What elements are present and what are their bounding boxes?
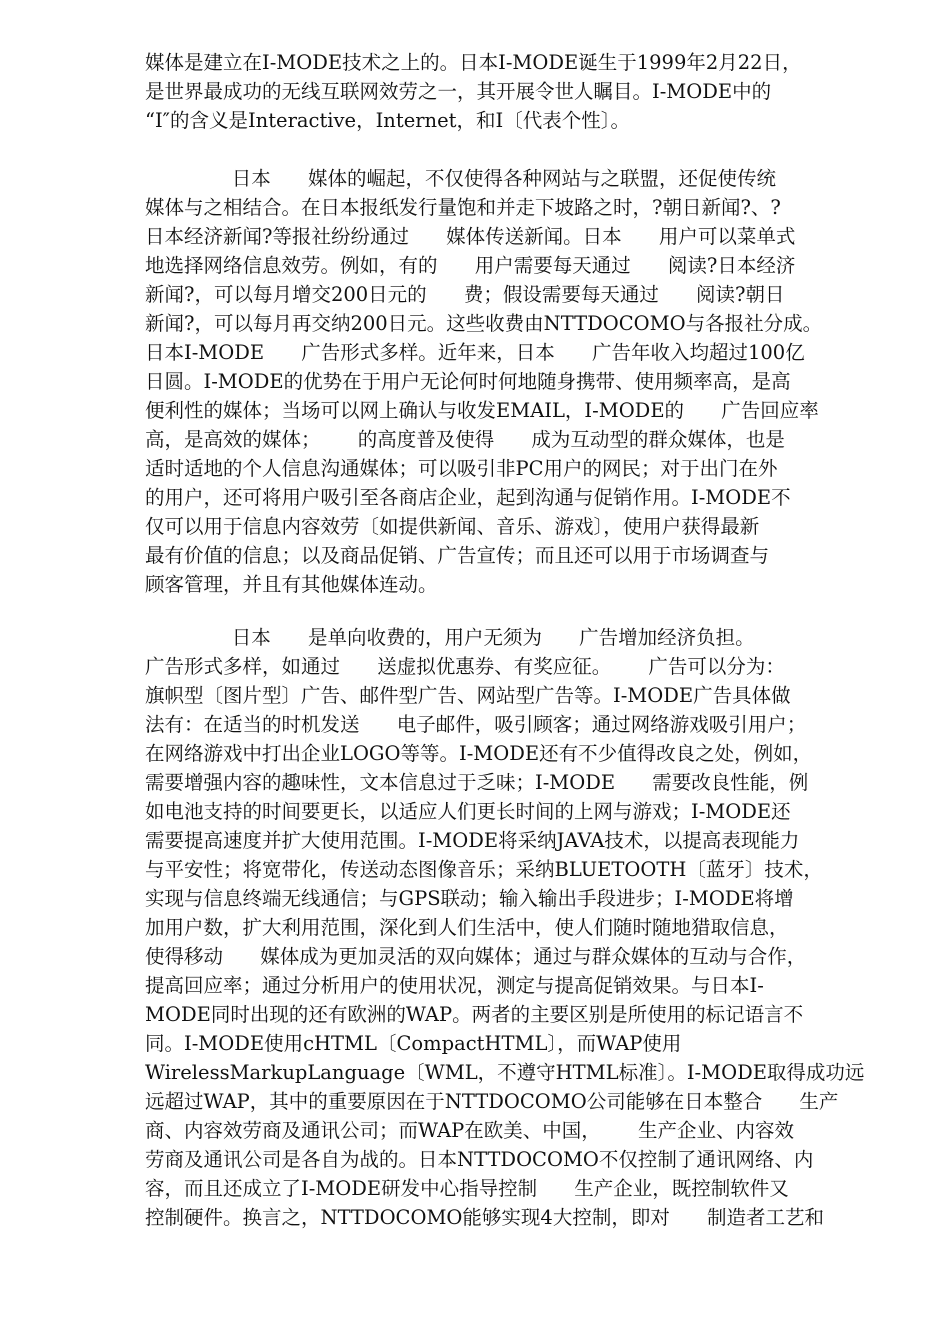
paragraph-2: [145, 164, 885, 599]
paragraph-line: 日本 媒体的崛起，不仅使得各种网站与之联盟，还促使传统: [145, 167, 776, 190]
paragraph-line: 使得移动 媒体成为更加灵活的双向媒体；通过与群众媒体的互动与合作，: [145, 945, 807, 968]
paragraph-line: 广告形式多样，如通过 送虚拟优惠券、有奖应征。 广告可以分为：: [145, 655, 785, 678]
paragraph-line: 便利性的媒体；当场可以网上确认与收发EMAIL，I-MODE的 广告回应率: [145, 399, 819, 422]
paragraph-line: 在网络游戏中打出企业LOGO等等。I-MODE还有不少值得改良之处，例如，: [145, 742, 813, 765]
paragraph-line: 法有：在适当的时机发送 电子邮件，吸引顾客；通过网络游戏吸引用户；: [145, 713, 807, 736]
paragraph-line: 新闻?，可以每月再交纳200日元。这些收费由NTTDOCOMO与各报社分成。: [145, 312, 823, 335]
paragraph-line: 顾客管理，并且有其他媒体连动。: [145, 573, 438, 596]
paragraph-line: 与平安性；将宽带化，传送动态图像音乐；采纳BLUETOOTH〔蓝牙〕技术，: [145, 858, 823, 881]
paragraph-line: MODE同时出现的还有欧洲的WAP。两者的主要区别是所使用的标记语言不: [145, 1003, 804, 1026]
paragraph-line: 需要提高速度并扩大使用范围。I-MODE将采纳JAVA技术，以提高表现能力: [145, 829, 800, 852]
paragraph-line: 日本经济新闻?等报社纷纷通过 媒体传送新闻。日本 用户可以菜单式: [145, 225, 796, 248]
paragraph-line: 劳商及通讯公司是各自为战的。日本NTTDOCOMO不仅控制了通讯网络、内: [145, 1148, 814, 1171]
paragraph-line: 的用户，还可将用户吸引至各商店企业，起到沟通与促销作用。I-MODE不: [145, 486, 791, 509]
paragraph-line: 新闻?，可以每月增交200日元的 费；假设需要每天通过 阅读?朝日: [145, 283, 785, 306]
paragraph-line: 商、内容效劳商及通讯公司；而WAP在欧美、中国， 生产企业、内容效: [145, 1119, 794, 1142]
paragraph-line: 提高回应率；通过分析用户的使用状况，测定与提高促销效果。与日本I-: [145, 974, 764, 997]
paragraph-line: 实现与信息终端无线通信；与GPS联动；输入输出手段进步；I-MODE将增: [145, 887, 794, 910]
paragraph-line: “I″的含义是Interactive，Internet，和I〔代表个性〕。: [145, 109, 630, 132]
paragraph-line: 如电池支持的时间要更长，以适应人们更长时间的上网与游戏；I-MODE还: [145, 800, 791, 823]
paragraph-line: 媒体与之相结合。在日本报纸发行量饱和并走下坡路之时，?朝日新闻?、?: [145, 196, 781, 219]
paragraph-line: 高，是高效的媒体； 的高度普及使得 成为互动型的群众媒体，也是: [145, 428, 785, 451]
paragraph-line: 日圆。I-MODE的优势在于用户无论何时何地随身携带、使用频率高，是高: [145, 370, 791, 393]
paragraph-line: 旗帜型〔图片型〕广告、邮件型广告、网站型广告等。I-MODE广告具体做: [145, 684, 791, 707]
paragraph-line: 适时适地的个人信息沟通媒体；可以吸引非PC用户的网民；对于出门在外: [145, 457, 778, 480]
paragraph-3: [145, 623, 885, 1232]
paragraph-line: 远超过WAP，其中的重要原因在于NTTDOCOMO公司能够在日本整合 生产: [145, 1090, 839, 1113]
paragraph-line: 需要增强内容的趣味性，文本信息过于乏味；I-MODE 需要改良性能，例: [145, 771, 809, 794]
paragraph-line: 地选择网络信息效劳。例如，有的 用户需要每天通过 阅读?日本经济: [145, 254, 796, 277]
paragraph-line: 同。I-MODE使用cHTML〔CompactHTML〕，而WAP使用: [145, 1032, 682, 1055]
paragraph-1: [145, 48, 885, 135]
paragraph-line: 日本 是单向收费的，用户无须为 广告增加经济负担。: [145, 626, 755, 649]
paragraph-line: 最有价值的信息；以及商品促销、广告宣传；而且还可以用于市场调查与: [145, 544, 770, 567]
paragraph-line: 仅可以用于信息内容效劳〔如提供新闻、音乐、游戏〕，使用户获得最新: [145, 515, 760, 538]
paragraph-line: WirelessMarkupLanguage〔WML，不遵守HTML标准〕。I-MODE取得成功远: [145, 1061, 865, 1084]
paragraph-line: 容，而且还成立了I-MODE研发中心指导控制 生产企业，既控制软件又: [145, 1177, 789, 1200]
paragraph-line: 控制硬件。换言之，NTTDOCOMO能够实现4大控制，即对 制造者工艺和: [145, 1206, 825, 1229]
paragraph-line: 日本I-MODE 广告形式多样。近年来，日本 广告年收入均超过100亿: [145, 341, 805, 364]
paragraph-line: 是世界最成功的无线互联网效劳之一，其开展令世人瞩目。I-MODE中的: [145, 80, 772, 103]
paragraph-line: 加用户数，扩大利用范围，深化到人们生活中，使人们随时随地猎取信息，: [145, 916, 789, 939]
paragraph-line: 媒体是建立在I-MODE技术之上的。日本I-MODE诞生于1999年2月22日，: [145, 51, 802, 74]
